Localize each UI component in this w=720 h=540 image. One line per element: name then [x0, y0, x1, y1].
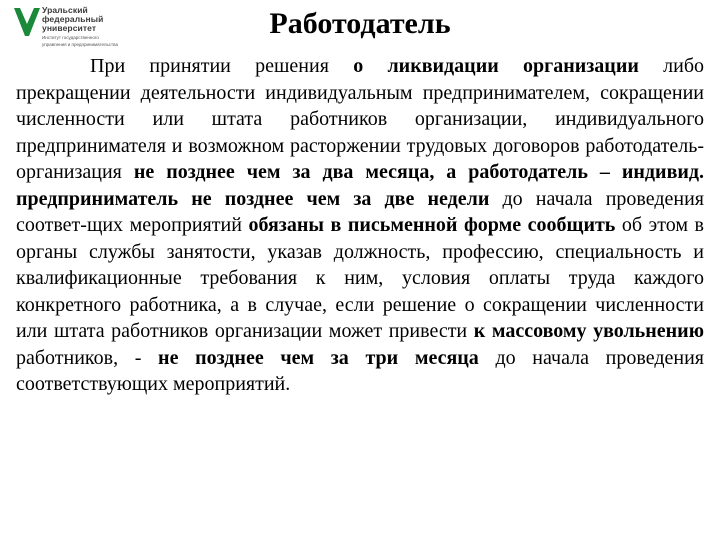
slide-title-text: Работодатель: [269, 7, 451, 40]
logo-subtitle-2: управления и предпринимательства: [42, 42, 118, 47]
logo-line-1: Уральский: [42, 5, 88, 15]
body-segment-bold: о ликвидации организации: [353, 55, 639, 77]
body-segment: либо прекращении деятельности индивидуальным предпринимателем, сокращении численности или штата работников организации, индивидуального предпринимателя и возможном расторжении трудовых договоров работодатель-организация: [16, 55, 705, 183]
body-segment: работников, -: [16, 346, 159, 369]
body-segment: об этом в органы службы занятости, указав должность, профессию, специальность и квалификационные требования к ним, условия оплаты труда каждого конкретного работника, а в случае, если решение о сокращении численности или штата работников организации может привести: [16, 214, 704, 342]
body-segment-bold: не позднее чем за два месяца, а работодатель – индивид. предприниматель не позднее чем за две недели: [16, 161, 705, 210]
logo-subtitle-1: Институт государственного: [42, 35, 99, 40]
body-segment-bold: не позднее чем за три месяца: [158, 346, 479, 369]
logo-line-3: университет: [42, 23, 97, 33]
slide-title: [0, 4, 720, 44]
body-segment: При принятии решения: [90, 55, 354, 77]
body-segment-bold: обязаны в письменной форме сообщить: [248, 214, 616, 236]
body-segment-bold: к массовому увольнению: [473, 320, 704, 342]
logo-line-2: федеральный: [42, 14, 104, 24]
body-segment: до начала проведения соответ-щих мероприятий: [16, 187, 704, 236]
body-segment: до начала проведения соответствующих мероприятий.: [16, 346, 704, 395]
body-text: [16, 53, 704, 398]
body-paragraph: [16, 53, 704, 398]
